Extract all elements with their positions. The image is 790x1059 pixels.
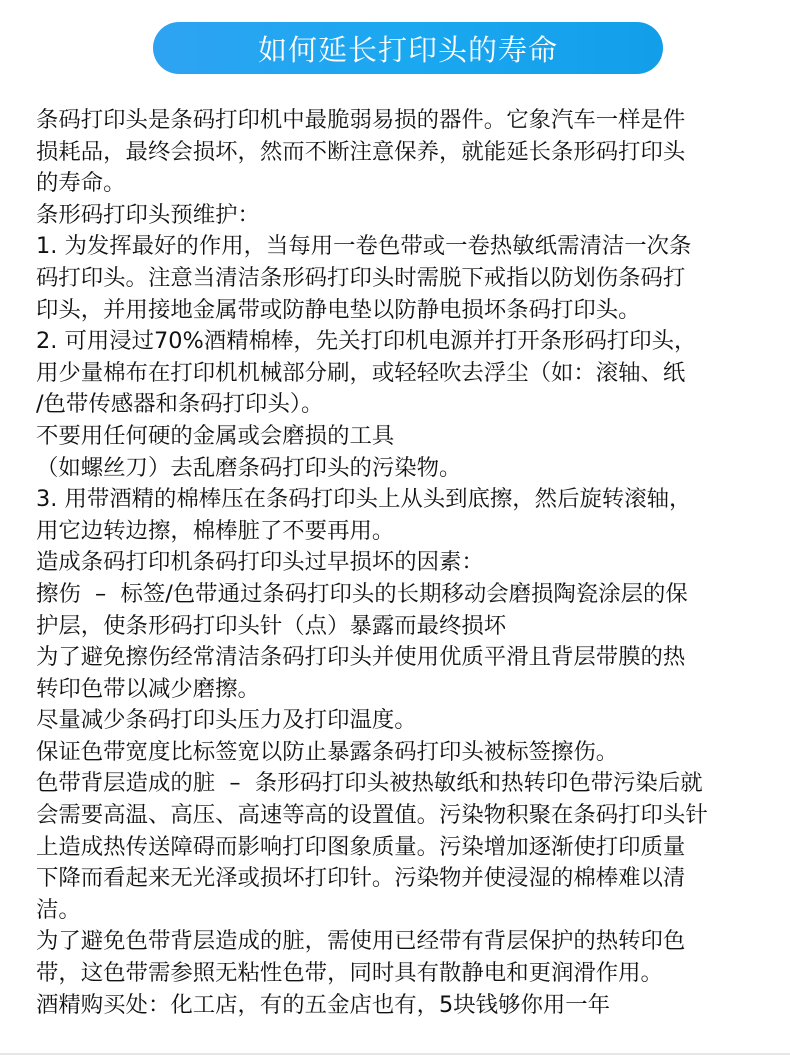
paragraph-line: 保证色带宽度比标签宽以防止暴露条码打印头被标签擦伤。 [36, 738, 619, 765]
paragraph-line: 护层，使条形码打印头针（点）暴露而最终损坏 [36, 612, 507, 639]
paragraph-line: 擦伤 – 标签/色带通过条码打印头的长期移动会磨损陶瓷涂层的保 [36, 580, 688, 607]
title-banner [153, 22, 663, 74]
paragraph-line: 的寿命。 [36, 170, 126, 197]
paragraph-line: 为了避免色带背层造成的脏，需使用已经带有背层保护的热转印色 [36, 928, 686, 955]
paragraph-line: 色带背层造成的脏 – 条形码打印头被热敏纸和热转印色带污染后就 [36, 770, 703, 797]
paragraph-line: 下降而看起来无光泽或损坏打印针。污染物并使浸湿的棉棒难以清 [36, 865, 686, 892]
paragraph-line: 洁。 [36, 896, 81, 923]
paragraph-line: 带，这色带需参照无粘性色带，同时具有散静电和更润滑作用。 [36, 960, 663, 987]
section-heading-line: 造成条码打印机条码打印头过早损坏的因素： [36, 549, 484, 576]
paragraph-line: 用它边转边擦，棉棒脏了不要再用。 [36, 517, 395, 544]
bottom-divider [0, 1053, 790, 1055]
paragraph-line: 用少量棉布在打印机机械部分刷，或轻轻吹去浮尘（如：滚轴、纸 [36, 359, 686, 386]
article-body [36, 105, 776, 1021]
paragraph-line: 码打印头。注意当清洁条形码打印头时需脱下戒指以防划伤条码打 [36, 264, 686, 291]
paragraph-line: 印头，并用接地金属带或防静电垫以防静电损坏条码打印头。 [36, 296, 641, 323]
section-heading-line: 条形码打印头预维护： [36, 201, 260, 228]
paragraph-line: 为了避免擦伤经常清洁条码打印头并使用优质平滑且背层带膜的热 [36, 644, 686, 671]
paragraph-line: 转印色带以减少磨擦。 [36, 675, 260, 702]
paragraph-line: 酒精购买处：化工店，有的五金店也有，5块钱够你用一年 [36, 991, 611, 1018]
page-title: 如何延长打印头的寿命 [257, 32, 558, 67]
paragraph-line: 1. 为发挥最好的作用，当每用一卷色带或一卷热敏纸需清洁一次条 [36, 233, 692, 260]
paragraph-line: 条码打印头是条码打印机中最脆弱易损的器件。它象汽车一样是件 [36, 107, 686, 133]
paragraph-line: /色带传感器和条码打印头）。 [36, 391, 324, 418]
paragraph-line: （如螺丝刀）去乱磨条码打印头的污染物。 [36, 454, 462, 481]
paragraph-line: 2. 可用浸过70%酒精棉棒，先关打印机电源并打开条形码打印头， [36, 328, 697, 355]
paragraph-line: 上造成热传送障碍而影响打印图象质量。污染增加逐渐使打印质量 [36, 833, 686, 860]
paragraph-line: 尽量减少条码打印头压力及打印温度。 [36, 707, 417, 734]
paragraph-line: 不要用任何硬的金属或会磨损的工具 [36, 422, 395, 449]
paragraph-line: 会需要高温、高压、高速等高的设置值。污染物积聚在条码打印头针 [36, 802, 708, 829]
paragraph-line: 损耗品，最终会损坏，然而不断注意保养，就能延长条形码打印头 [36, 138, 686, 165]
paragraph-line: 3. 用带酒精的棉棒压在条码打印头上从头到底擦，然后旋转滚轴， [36, 486, 692, 513]
